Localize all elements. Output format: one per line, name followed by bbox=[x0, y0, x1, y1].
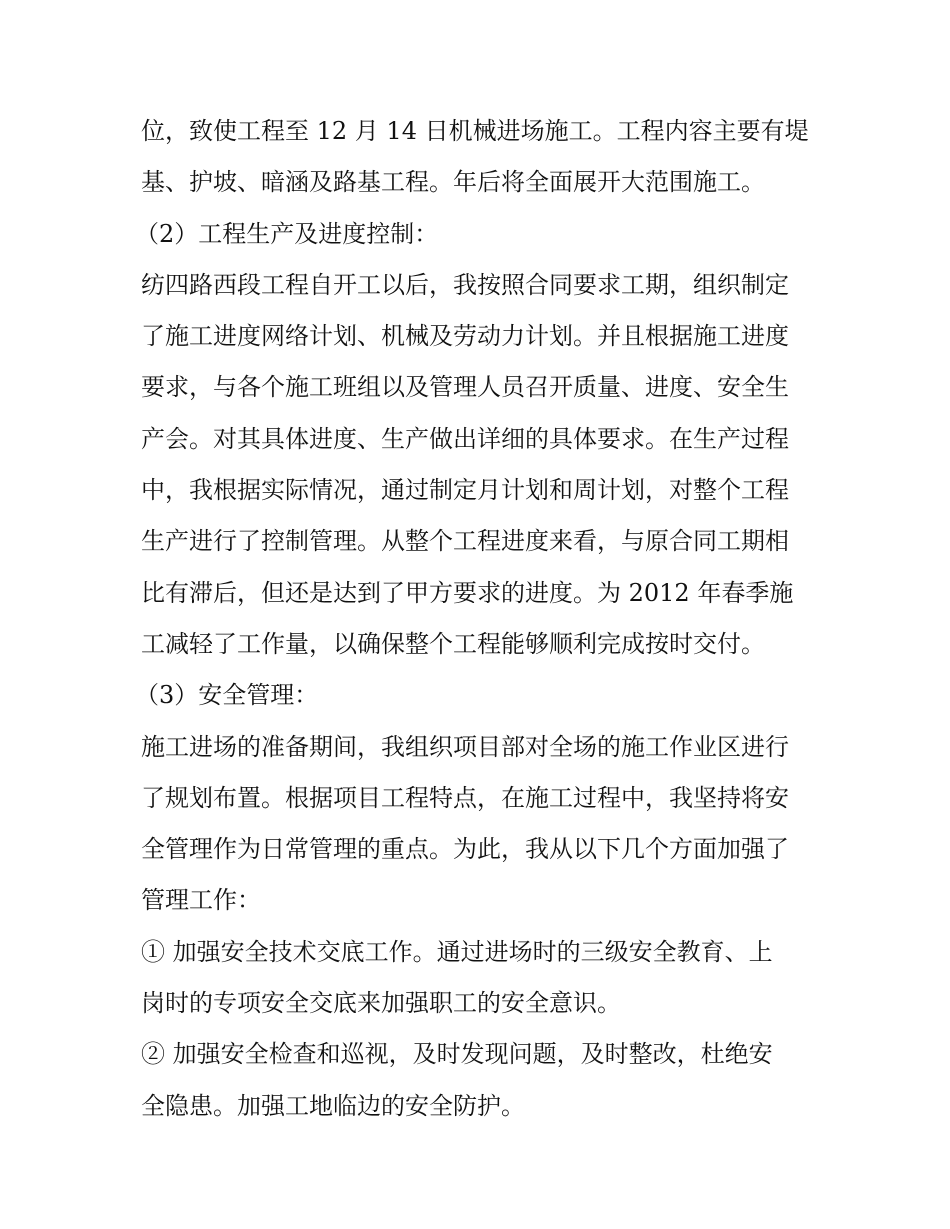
text-line: 基、护坡、暗涵及路基工程。年后将全面展开大范围施工。 bbox=[141, 168, 765, 197]
text-line: 全管理作为日常管理的重点。为此，我从以下几个方面加强了 bbox=[141, 835, 789, 864]
text-line: 纺四路西段工程自开工以后，我按照合同要求工期，组织制定 bbox=[141, 270, 789, 299]
text-line: 了规划布置。根据项目工程特点，在施工过程中，我坚持将安 bbox=[141, 783, 789, 812]
text-line: 要求，与各个施工班组以及管理人员召开质量、进度、安全生 bbox=[141, 373, 789, 402]
text-line: 管理工作： bbox=[141, 886, 261, 915]
text-line: 工减轻了工作量，以确保整个工程能够顺利完成按时交付。 bbox=[141, 629, 765, 658]
document-body bbox=[135, 106, 821, 1132]
text-line: 生产进行了控制管理。从整个工程进度来看，与原合同工期相 bbox=[141, 527, 789, 556]
text-line: 中，我根据实际情况，通过制定月计划和周计划，对整个工程 bbox=[141, 476, 789, 505]
section-heading: （2）工程生产及进度控制： bbox=[135, 219, 439, 248]
text-line: 了施工进度网络计划、机械及劳动力计划。并且根据施工进度 bbox=[141, 322, 789, 351]
section-heading: （3）安全管理： bbox=[135, 681, 319, 710]
text-line: 比有滞后，但还是达到了甲方要求的进度。为 2012 年春季施 bbox=[141, 578, 794, 607]
text-line: 全隐患。加强工地临边的安全防护。 bbox=[141, 1091, 525, 1120]
text-line: 位，致使工程至 12 月 14 日机械进场施工。工程内容主要有堤 bbox=[141, 117, 809, 145]
text-line: 产会。对其具体进度、生产做出详细的具体要求。在生产过程 bbox=[141, 424, 789, 453]
list-item-line: ② 加强安全检查和巡视，及时发现问题，及时整改，杜绝安 bbox=[141, 1040, 773, 1069]
list-item-line: ① 加强安全技术交底工作。通过进场时的三级安全教育、上 bbox=[141, 937, 773, 966]
text-line: 岗时的专项安全交底来加强职工的安全意识。 bbox=[141, 989, 621, 1018]
text-line: 施工进场的准备期间，我组织项目部对全场的施工作业区进行 bbox=[141, 732, 789, 761]
